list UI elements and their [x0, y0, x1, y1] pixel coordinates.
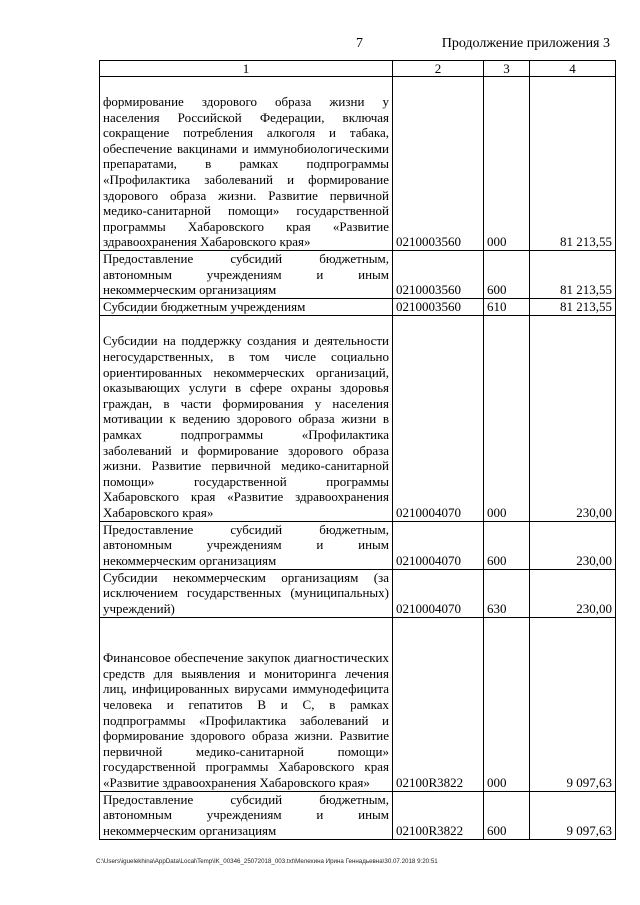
table-row	[100, 569, 616, 617]
row-amount: 81 213,55	[530, 299, 616, 316]
row-description: Субсидии на поддержку создания и деятельности негосударственных, в том числе социально ориентированных некоммерческих организаций, оказывающих услуги в сфере охраны здоровья граждан, в части формирования у населения мотивации к ведению здорового образа жизни в рамках подпрограммы «Профилактика заболеваний и формирование здорового образа жизни. Развитие первичной медико-санитарной помощи» государственной программы Хабаровского края «Развитие здравоохранения Хабаровского края»	[100, 315, 393, 521]
row-amount: 230,00	[530, 521, 616, 569]
row-expense-type: 600	[484, 791, 530, 839]
table-row	[100, 521, 616, 569]
row-description: Предоставление субсидий бюджетным, автономным учреждениям и иным некоммерческим организациям	[100, 251, 393, 299]
column-header-1: 1	[100, 61, 393, 77]
table-row	[100, 315, 616, 521]
row-description: формирование здорового образа жизни у населения Российской Федерации, включая сокращение потребления алкоголя и табака, обеспечение вакцинами и иммунобиологическими препаратами, в рамках подпрограммы «Профилактика заболеваний и формирование здорового образа жизни. Развитие первичной медико-санитарной помощи» государственной программы Хабаровского края «Развитие здравоохранения Хабаровского края»	[100, 77, 393, 251]
table-header-row	[100, 61, 616, 77]
column-header-3: 3	[484, 61, 530, 77]
row-target-code: 02100R3822	[393, 617, 484, 791]
row-amount: 9 097,63	[530, 617, 616, 791]
row-expense-type: 600	[484, 251, 530, 299]
row-target-code: 0210004070	[393, 569, 484, 617]
row-amount: 230,00	[530, 315, 616, 521]
table-row	[100, 77, 616, 251]
row-target-code: 0210003560	[393, 77, 484, 251]
row-amount: 81 213,55	[530, 77, 616, 251]
page-number: 7	[356, 36, 363, 51]
row-description: Предоставление субсидий бюджетным, автономным учреждениям и иным некоммерческим организациям	[100, 791, 393, 839]
table-row	[100, 617, 616, 791]
budget-table	[99, 60, 616, 840]
row-description: Предоставление субсидий бюджетным, автономным учреждениям и иным некоммерческим организациям	[100, 521, 393, 569]
row-amount: 230,00	[530, 569, 616, 617]
row-amount: 9 097,63	[530, 791, 616, 839]
table-row	[100, 791, 616, 839]
row-expense-type: 000	[484, 315, 530, 521]
table-row	[100, 251, 616, 299]
row-amount: 81 213,55	[530, 251, 616, 299]
row-expense-type: 630	[484, 569, 530, 617]
row-description: Финансовое обеспечение закупок диагностических средств для выявления и мониторинга лечения лиц, инфицированных вирусами иммунодефицита человека и гепатитов B и C, в рамках подпрограммы «Профилактика заболеваний и формирование здорового образа жизни. Развитие первичной медико-санитарной помощи» государственной программы Хабаровского края «Развитие здравоохранения Хабаровского края»	[100, 617, 393, 791]
row-target-code: 02100R3822	[393, 791, 484, 839]
row-expense-type: 610	[484, 299, 530, 316]
row-expense-type: 000	[484, 617, 530, 791]
row-target-code: 0210003560	[393, 251, 484, 299]
row-target-code: 0210003560	[393, 299, 484, 316]
row-target-code: 0210004070	[393, 315, 484, 521]
column-header-2: 2	[393, 61, 484, 77]
continuation-label: Продолжение приложения 3	[441, 36, 610, 51]
table-row	[100, 299, 616, 316]
row-expense-type: 600	[484, 521, 530, 569]
footer-file-path: C:\Users\iguelekhina\AppData\Local\Temp\IK_00346_25072018_003.txt\Мелехина Ирина Геннадьевна\30.07.2018 9:20:51	[96, 858, 438, 865]
row-description: Субсидии некоммерческим организациям (за исключением государственных (муниципальных) учреждений)	[100, 569, 393, 617]
row-target-code: 0210004070	[393, 521, 484, 569]
row-description: Субсидии бюджетным учреждениям	[100, 299, 393, 316]
row-expense-type: 000	[484, 77, 530, 251]
column-header-4: 4	[530, 61, 616, 77]
